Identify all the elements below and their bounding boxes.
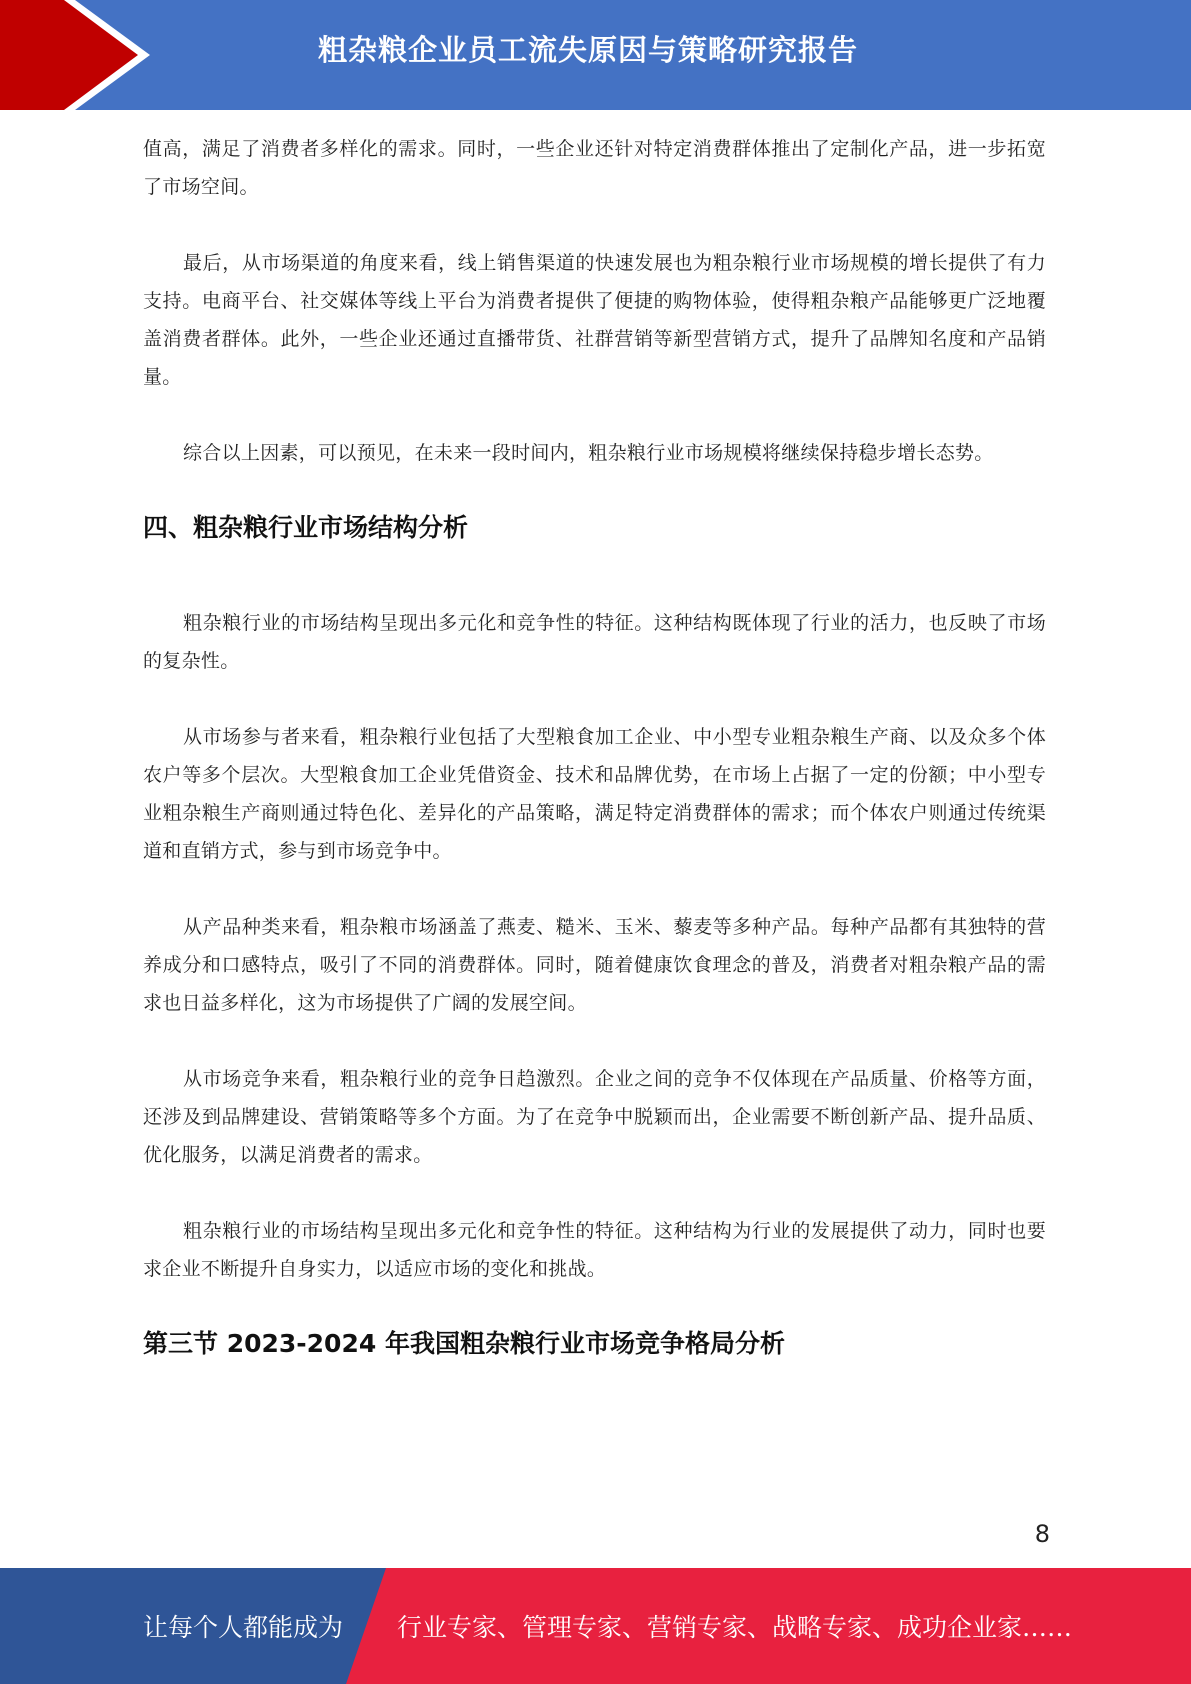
paragraph-3: 综合以上因素，可以预见，在未来一段时间内，粗杂粮行业市场规模将继续保持稳步增长态势。 <box>183 442 994 464</box>
page-footer <box>0 1568 1191 1684</box>
paragraph-6: 从产品种类来看，粗杂粮市场涵盖了燕麦、糙米、玉米、藜麦等多种产品。每种产品都有其独特的营养成分和口感特点，吸引了不同的消费群体。同时，随着健康饮食理念的普及，消费者对粗杂粮产品的需求也日益多样化，这为市场提供了广阔的发展空间。 <box>143 916 1046 1014</box>
paragraph-8: 粗杂粮行业的市场结构呈现出多元化和竞争性的特征。这种结构为行业的发展提供了动力，同时也要求企业不断提升自身实力，以适应市场的变化和挑战。 <box>143 1220 1046 1280</box>
paragraph-1: 值高，满足了消费者多样化的需求。同时，一些企业还针对特定消费群体推出了定制化产品，进一步拓宽了市场空间。 <box>143 138 1046 198</box>
paragraph-5: 从市场参与者来看，粗杂粮行业包括了大型粮食加工企业、中小型专业粗杂粮生产商、以及众多个体农户等多个层次。大型粮食加工企业凭借资金、技术和品牌优势，在市场上占据了一定的份额；中小型专业粗杂粮生产商则通过特色化、差异化的产品策略，满足特定消费群体的需求；而个体农户则通过传统渠道和直销方式，参与到市场竞争中。 <box>143 726 1046 862</box>
document-body <box>143 130 1046 1364</box>
paragraph-4: 粗杂粮行业的市场结构呈现出多元化和竞争性的特征。这种结构既体现了行业的活力，也反映了市场的复杂性。 <box>143 612 1046 672</box>
page-header <box>0 0 1191 110</box>
section-heading-4: 四、粗杂粮行业市场结构分析 <box>143 513 469 542</box>
chapter-section-heading: 第三节 2023-2024 年我国粗杂粮行业市场竞争格局分析 <box>143 1329 785 1358</box>
page-number: 8 <box>1034 1520 1050 1548</box>
paragraph-7: 从市场竞争来看，粗杂粮行业的竞争日趋激烈。企业之间的竞争不仅体现在产品质量、价格等方面，还涉及到品牌建设、营销策略等多个方面。为了在竞争中脱颖而出，企业需要不断创新产品、提升品质、优化服务，以满足消费者的需求。 <box>143 1068 1046 1166</box>
footer-slogan-left: 让每个人都能成为 <box>143 1613 344 1642</box>
header-chevron-icon <box>0 0 160 110</box>
paragraph-2: 最后，从市场渠道的角度来看，线上销售渠道的快速发展也为粗杂粮行业市场规模的增长提供了有力支持。电商平台、社交媒体等线上平台为消费者提供了便捷的购物体验，使得粗杂粮产品能够更广泛地覆盖消费者群体。此外，一些企业还通过直播带货、社群营销等新型营销方式，提升了品牌知名度和产品销量。 <box>143 252 1046 388</box>
report-title: 粗杂粮企业员工流失原因与策略研究报告 <box>318 33 859 67</box>
footer-slogan-right: 行业专家、管理专家、营销专家、战略专家、成功企业家…… <box>397 1613 1073 1642</box>
